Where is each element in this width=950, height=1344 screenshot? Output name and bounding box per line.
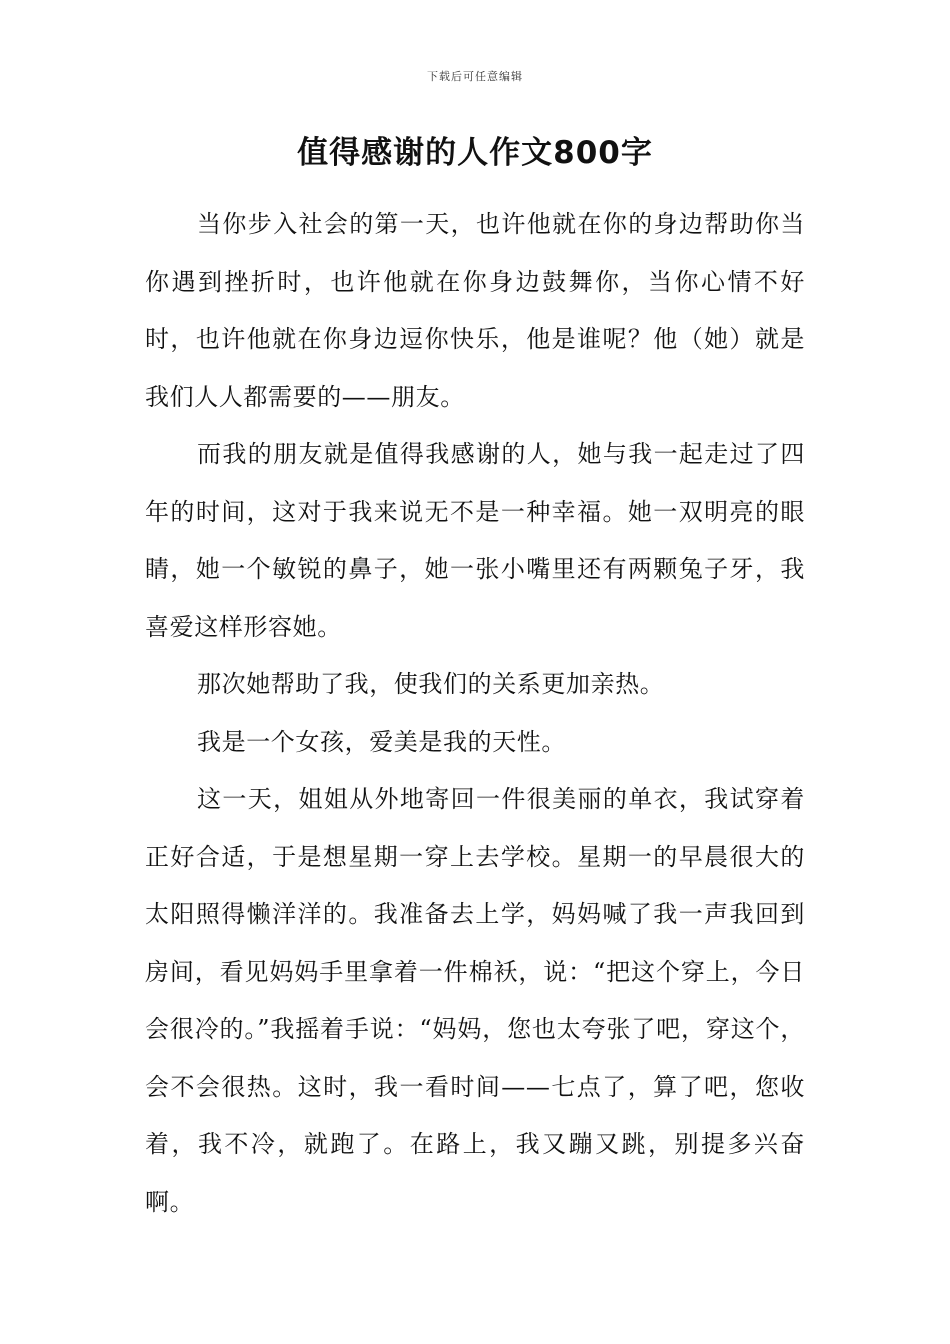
document-title: 值得感谢的人作文800字 — [297, 135, 653, 171]
paragraph: 我是一个女孩，爱美是我的天性。 — [197, 727, 566, 756]
paragraph: 那次她帮助了我，使我们的关系更加亲热。 — [197, 670, 665, 698]
paragraph: 这一天，姐姐从外地寄回一件很美丽的单衣，我试穿着正好合适，于是想星期一穿上去学校。星期一的早晨很大的太阳照得懒洋洋的。我准备去上学，妈妈喊了我一声我回到房间，看见妈妈手里拿着一件棉袄，说：“把这个穿上，今日会很冷的。”我摇着手说：“妈妈，您也太夸张了吧，穿这个，会不会很热。这时，我一看时间——七点了，算了吧，您收着，我不冷，就跑了。在路上，我又蹦又跳，别提多兴奋啊。 — [145, 785, 805, 1216]
document-body — [145, 196, 805, 1231]
paragraph: 当你步入社会的第一天，也许他就在你的身边帮助你当你遇到挫折时，也许他就在你身边鼓舞你，当你心情不好时，也许他就在你身边逗你快乐，他是谁呢？他（她）就是我们人人都需要的——朋友。 — [145, 210, 805, 411]
header-note: 下载后可任意编辑 — [427, 70, 523, 83]
paragraph: 而我的朋友就是值得我感谢的人，她与我一起走过了四年的时间，这对于我来说无不是一种幸福。她一双明亮的眼睛，她一个敏锐的鼻子，她一张小嘴里还有两颗兔子牙，我喜爱这样形容她。 — [145, 440, 805, 641]
